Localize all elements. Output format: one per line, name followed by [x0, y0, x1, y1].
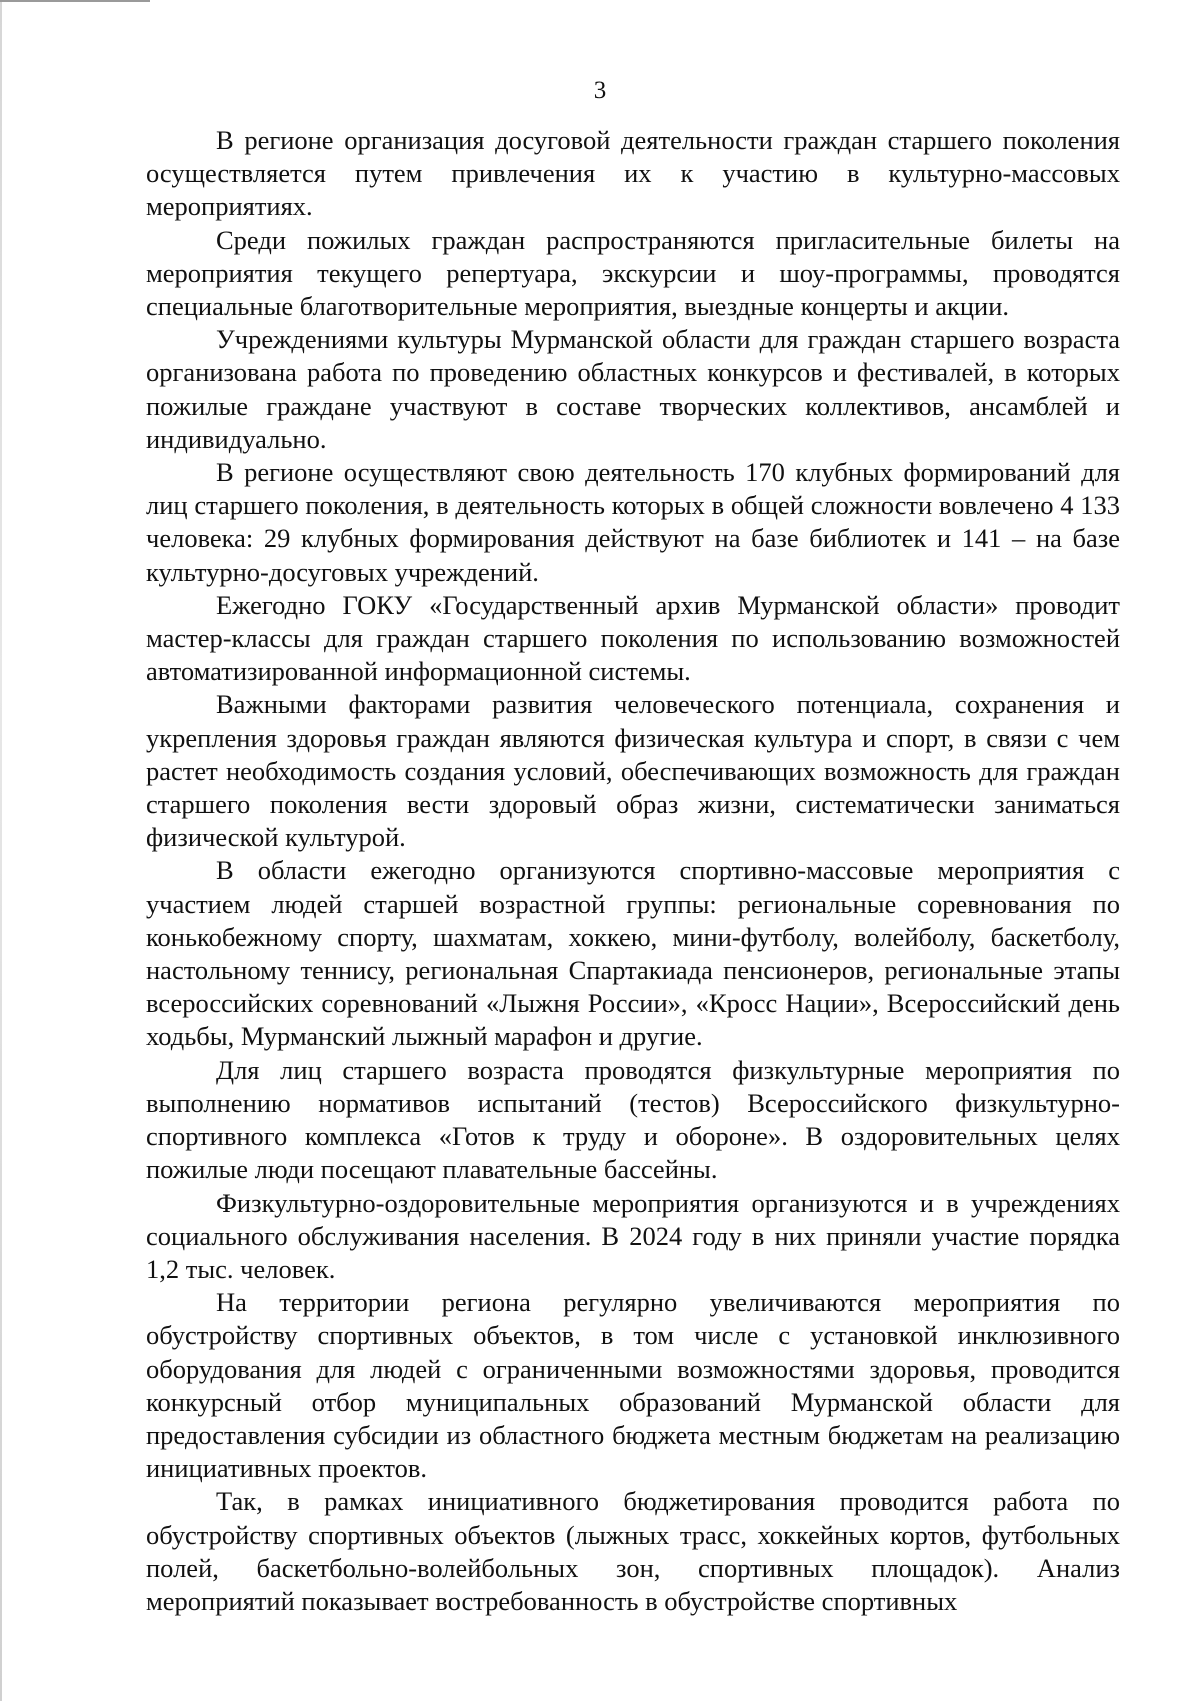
document-body	[146, 124, 1120, 1618]
paragraph-state-archive: Ежегодно ГОКУ «Государственный архив Мурманской области» проводит мастер-классы для граждан старшего поколения по использованию возможностей автоматизированной информационной системы.	[146, 589, 1120, 687]
paragraph-physical-culture: Важными факторами развития человеческого потенциала, сохранения и укрепления здоровья граждан являются физическая культура и спорт, в связи с чем растет необходимость создания условий, обеспечивающих возможность для граждан старшего поколения вести здоровый образ жизни, систематически заниматься физической культурой.	[146, 689, 1120, 853]
paragraph-culture-institutions: Учреждениями культуры Мурманской области для граждан старшего возраста организована работа по проведению областных конкурсов и фестивалей, в которых пожилые граждане участвуют в составе творческих коллективов, ансамблей и индивидуально.	[146, 324, 1120, 454]
scan-edge-left	[0, 0, 2, 1701]
scan-edge-top	[0, 0, 150, 2]
paragraph-club-formations: В регионе осуществляют свою деятельность 170 клубных формирований для лиц старшего поколения, в деятельность которых в общей сложности вовлечено 4 133 человека: 29 клубных формирования действуют на базе библиотек и 141 – на базе культурно-досуговых учреждений.	[146, 457, 1120, 587]
paragraph-sports-facilities: На территории региона регулярно увеличиваются мероприятия по обустройству спортивных объектов, в том числе с установкой инклюзивного оборудования для людей с ограниченными возможностями здоровья, проводится конкурсный отбор муниципальных образований Мурманской области для предоставления субсидии из областного бюджета местным бюджетам на реализацию инициативных проектов.	[146, 1287, 1120, 1484]
paragraph-gto-standards: Для лиц старшего возраста проводятся физкультурные мероприятия по выполнению нормативов испытаний (тестов) Всероссийского физкультурно-спортивного комплекса «Готов к труду и обороне». В оздоровительных целях пожилые люди посещают плавательные бассейны.	[146, 1054, 1120, 1185]
paragraph-initiative-budgeting: Так, в рамках инициативного бюджетирования проводится работа по обустройству спортивных объектов (лыжных трасс, хоккейных кортов, футбольных полей, баскетбольно-волейбольных зон, спортивных площадок). Анализ мероприятий показывает востребованность в обустройстве спортивных	[146, 1486, 1120, 1616]
paragraph-social-services: Физкультурно-оздоровительные мероприятия организуются и в учреждениях социального обслуживания населения. В 2024 году в них приняли участие порядка 1,2 тыс. человек.	[146, 1187, 1120, 1284]
page-number: 3	[593, 77, 607, 104]
paragraph-invitation-tickets: Среди пожилых граждан распространяются пригласительные билеты на мероприятия текущего репертуара, экскурсии и шоу-программы, проводятся специальные благотворительные мероприятия, выездные концерты и акции.	[146, 224, 1120, 322]
paragraph-sports-events: В области ежегодно организуются спортивно-массовые мероприятия с участием людей старшей возрастной группы: региональные соревнования по конькобежному спорту, шахматам, хоккею, мини-футболу, волейболу, баскетболу, настольному теннису, региональная Спартакиада пенсионеров, региональные этапы всероссийских соревнований «Лыжня России», «Кросс Нации», Всероссийский день ходьбы, Мурманский лыжный марафон и другие.	[146, 855, 1120, 1052]
paragraph-leisure-activities: В регионе организация досуговой деятельности граждан старшего поколения осуществляется путем привлечения их к участию в культурно-массовых мероприятиях.	[146, 125, 1120, 222]
